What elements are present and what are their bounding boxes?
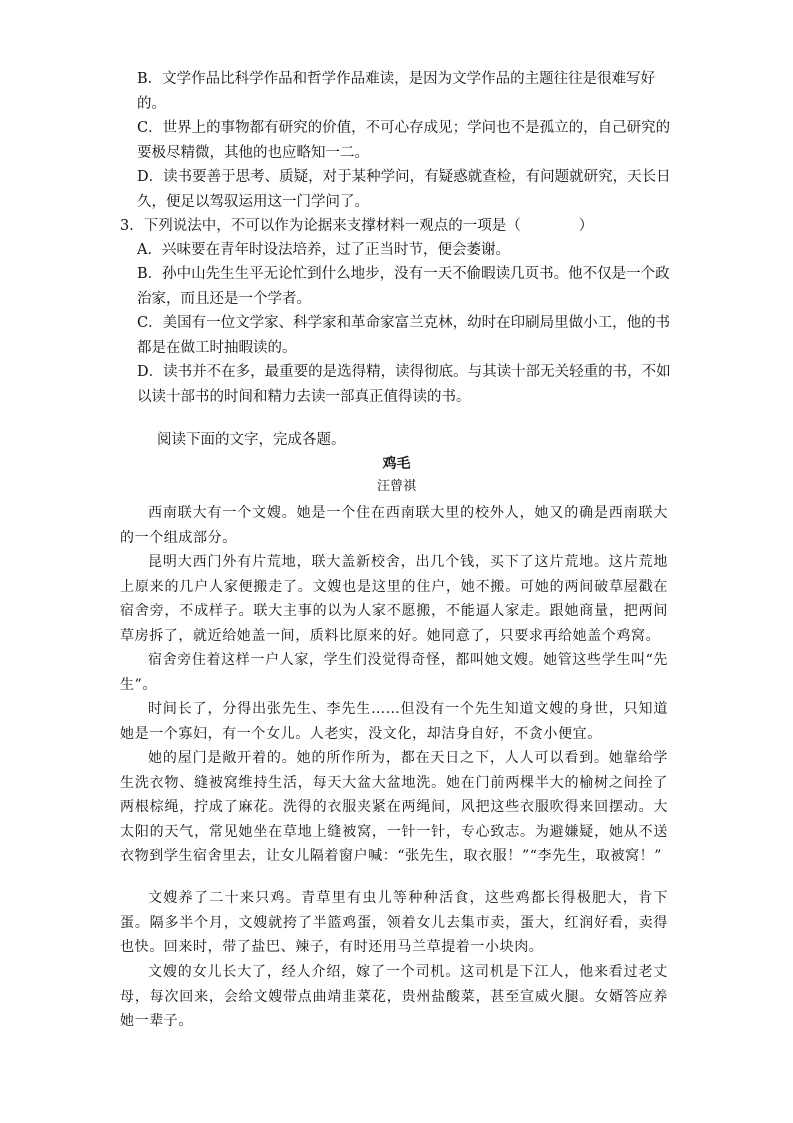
q3-option-b: B．孙中山先生生平无论忙到什么地步，没有一天不偷暇读几页书。他不仅是一个政治家，而且还是一个学者。 xyxy=(137,266,670,307)
passage-paragraph-3: 宿舍旁住着这样一户人家，学生们没觉得奇怪，都叫她文嫂。她管这些学生叫“先生”。 xyxy=(120,652,668,693)
passage-paragraph-5: 她的屋门是敞开着的。她的所作所为，都在天日之下，人人可以看到。她靠给学生洗衣物、缝被窝维持生活，每天大盆大盆地洗。她在门前两棵半大的榆树之间拴了两根棕绳，拧成了麻花。洗得的衣服夹紧在两绳间，风把这些衣服吹得来回摆动。大太阳的天气，常见她坐在草地上缝被窝，一针一针，专心致志。为避嫌疑，她从不送衣物到学生宿舍里去，让女儿隔着窗户喊：“张先生，取衣服！”“李先生，取被窝！” xyxy=(120,750,668,865)
q3-option-d: D．读书并不在多，最重要的是选得精，读得彻底。与其读十部无关轻重的书，不如以读十部书的时间和精力去读一部真正值得读的书。 xyxy=(137,364,671,405)
q3-stem: 3．下列说法中，不可以作为论据来支撑材料一观点的一项是（ ） xyxy=(120,218,594,234)
passage-author: 汪曾祺 xyxy=(376,479,416,494)
passage-paragraph-6: 文嫂养了二十来只鸡。青草里有虫儿等种种活食，这些鸡都长得极肥大，肯下蛋。隔多半个月，文嫂就挎了半篮鸡蛋，领着女儿去集市卖，蛋大，红润好看，卖得也快。回来时，带了盐巴、辣子，有时还用马兰草提着一小块肉。 xyxy=(120,890,668,956)
passage-paragraph-4: 时间长了，分得出张先生、李先生……但没有一个先生知道文嫂的身世，只知道她是一个寡妇，有一个女儿。人老实，没文化，却洁身自好，不贪小便宜。 xyxy=(120,701,668,742)
q2-option-c: C．世界上的事物都有研究的价值，不可心存成见；学问也不是孤立的，自己研究的要极尽精微，其他的也应略知一二。 xyxy=(137,120,671,161)
q2-option-b: B．文学作品比科学作品和哲学作品难读，是因为文学作品的主题往往是很难写好的。 xyxy=(137,71,656,112)
passage-paragraph-2: 昆明大西门外有片荒地，联大盖新校舍，出几个钱，买下了这片荒地。这片荒地上原来的几户人家便搬走了。文嫂也是这里的住户，她不搬。可她的两间破草屋戳在宿舍旁，不成样子。联大主事的以为人家不愿搬，不能逼人家走。跟她商量，把两间草房拆了，就近给她盖一间，质料比原来的好。她同意了，只要求再给她盖个鸡窝。 xyxy=(120,554,668,644)
passage-paragraph-7: 文嫂的女儿长大了，经人介绍，嫁了一个司机。这司机是下江人，他来看过老丈母，每次回来，会给文嫂带点曲靖韭菜花，贵州盐酸菜，甚至宣威火腿。女婿答应养她一辈子。 xyxy=(120,964,668,1030)
q3-option-c: C．美国有一位文学家、科学家和革命家富兰克林，幼时在印刷局里做小工，他的书都是在做工时抽暇读的。 xyxy=(137,315,671,356)
reading-instruction: 阅读下面的文字，完成各题。 xyxy=(157,432,346,448)
q2-option-d: D．读书要善于思考、质疑，对于某种学问，有疑惑就查检，有问题就研究，天长日久，便足以驾驭运用这一门学问了。 xyxy=(137,169,671,210)
q3-option-a: A．兴味要在青年时设法培养，过了正当时节，便会萎谢。 xyxy=(137,242,510,258)
passage-title: 鸡毛 xyxy=(382,456,411,472)
passage-paragraph-1: 西南联大有一个文嫂。她是一个住在西南联大里的校外人，她又的确是西南联大的一个组成部分。 xyxy=(120,505,668,546)
